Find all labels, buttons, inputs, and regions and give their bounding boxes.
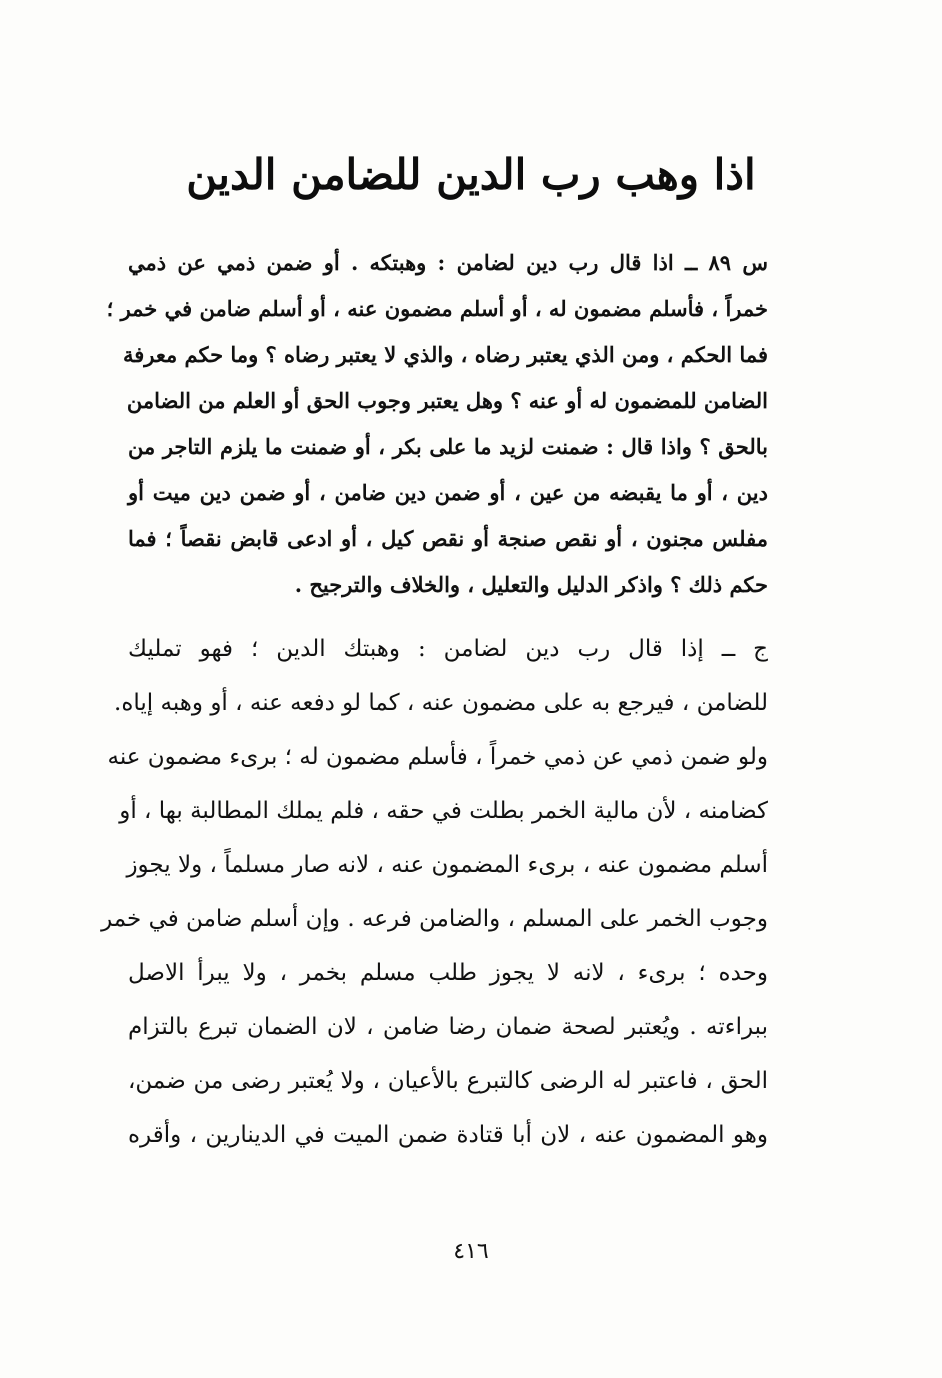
answer-line: كضامنه ، لأن مالية الخمر بطلت في حقه ، فلم يملك المطالبة بها ، أو	[119, 798, 768, 824]
answer-line: الحق ، فاعتبر له الرضى كالتبرع بالأعيان ، ولا يُعتبر رضى من ضمن،	[128, 1068, 768, 1094]
page-number: ٤١٦	[453, 1239, 489, 1264]
question-line: مفلس مجنون ، أو نقص صنجة أو نقص كيل ، أو ادعى قابض نقصاً ؛ فما	[128, 526, 768, 551]
question-line: خمراً ، فأسلم مضمون له ، أو أسلم مضمون عنه ، أو أسلم ضامن في خمر ؛	[106, 296, 768, 321]
question-line: دين ، أو ما يقبضه من عين ، أو ضمن دين ضامن ، أو ضمن دين ميت أو	[128, 480, 768, 505]
page-title: اذا وهب رب الدين للضامن الدين	[186, 150, 756, 199]
answer-line: وهو المضمون عنه ، لان أبا قتادة ضمن الميت في الدينارين ، وأقره	[128, 1122, 768, 1148]
answer-line: للضامن ، فيرجع به على مضمون عنه ، كما لو دفعه عنه ، أو وهبه إياه.	[114, 690, 768, 716]
answer-line: أسلم مضمون عنه ، برىء المضمون عنه ، لانه صار مسلماً ، ولا يجوز	[126, 852, 768, 878]
question-line: حكم ذلك ؟ واذكر الدليل والتعليل ، والخلاف والترجيح .	[294, 572, 768, 597]
answer-block	[101, 622, 768, 1162]
answer-line: ج ــ إذا قال رب دين لضامن : وهبتك الدين ؛ فهو تمليك	[128, 636, 768, 662]
answer-line: وحده ؛ برىء ، لانه لا يجوز طلب مسلم بخمر ، ولا يبرأ الاصل	[128, 960, 768, 986]
question-line: الضامن للمضمون له أو عنه ؟ وهل يعتبر وجوب الحق أو العلم من الضامن	[126, 388, 768, 413]
answer-line: وجوب الخمر على المسلم ، والضامن فرعه . وإن أسلم ضامن في خمر	[101, 906, 768, 932]
answer-line: ببراءته . ويُعتبر لصحة ضمان رضا ضامن ، لان الضمان تبرع بالتزام	[128, 1014, 768, 1040]
question-line: بالحق ؟ واذا قال : ضمنت لزيد ما على بكر ، أو ضمنت ما يلزم التاجر من	[128, 434, 768, 459]
question-line: فما الحكم ، ومن الذي يعتبر رضاه ، والذي لا يعتبر رضاه ؟ وما حكم معرفة	[122, 342, 768, 367]
answer-line: ولو ضمن ذمي عن ذمي خمراً ، فأسلم مضمون له ؛ برىء مضمون عنه	[107, 744, 768, 770]
question-line: س ٨٩ ــ اذا قال رب دين لضامن : وهبتكه . أو ضمن ذمي عن ذمي	[128, 250, 768, 275]
question-block	[106, 240, 768, 608]
